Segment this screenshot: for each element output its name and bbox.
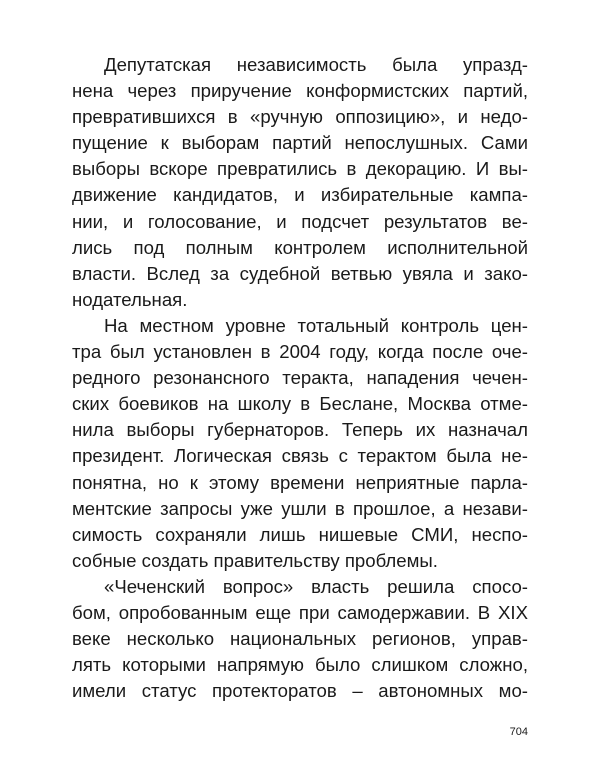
text-line: понятна, но к этому времени неприятные парла-: [72, 471, 528, 493]
text-line: нена через приручение конформистских партий,: [72, 80, 528, 102]
text-line: президент. Логическая связь с терактом была не-: [72, 445, 528, 467]
text-line: пущение к выборам партий непослушных. Сами: [72, 132, 528, 154]
text-line: нии, и голосование, и подсчет результатов ве-: [72, 210, 528, 232]
text-line: власти. Вслед за судебной ветвью увяла и зако-: [72, 262, 528, 284]
text-line: тра был установлен в 2004 году, когда после оче-: [72, 341, 528, 363]
page-number: 704: [509, 726, 528, 738]
text-line: имели статус протекторатов – автономных мо-: [72, 680, 528, 702]
text-line: движение кандидатов, и избирательные кампа-: [72, 184, 528, 206]
text-line: ских боевиков на школу в Беслане, Москва отме-: [72, 393, 528, 415]
text-line: превратившихся в «ручную оппозицию», и недо-: [72, 106, 528, 128]
text-line: Депутатская независимость была упразд-: [104, 54, 528, 75]
text-line: ментские запросы уже ушли в прошлое, а незави-: [72, 497, 528, 519]
text-line: «Чеченский вопрос» власть решила спосо-: [104, 575, 528, 597]
text-line: лять которыми напрямую было слишком сложно,: [72, 654, 528, 676]
text-line: На местном уровне тотальный контроль цен-: [104, 314, 528, 336]
text-line: редного резонансного теракта, нападения чечен-: [72, 367, 528, 389]
text-line: веке несколько национальных регионов, управ-: [72, 628, 528, 650]
text-line: лись под полным контролем исполнительной: [72, 236, 528, 258]
text-line: симость сохраняли лишь нишевые СМИ, неспо-: [72, 523, 528, 545]
text-line: нила выборы губернаторов. Теперь их назначал: [72, 419, 528, 441]
text-line: собные создать правительству проблемы.: [72, 549, 438, 571]
text-line: бом, опробованным еще при самодержавии. В XIX: [72, 601, 528, 623]
page-body: [72, 52, 528, 704]
text-line: нодательная.: [72, 288, 188, 310]
text-line: выборы вскоре превратились в декорацию. И вы-: [72, 158, 528, 180]
